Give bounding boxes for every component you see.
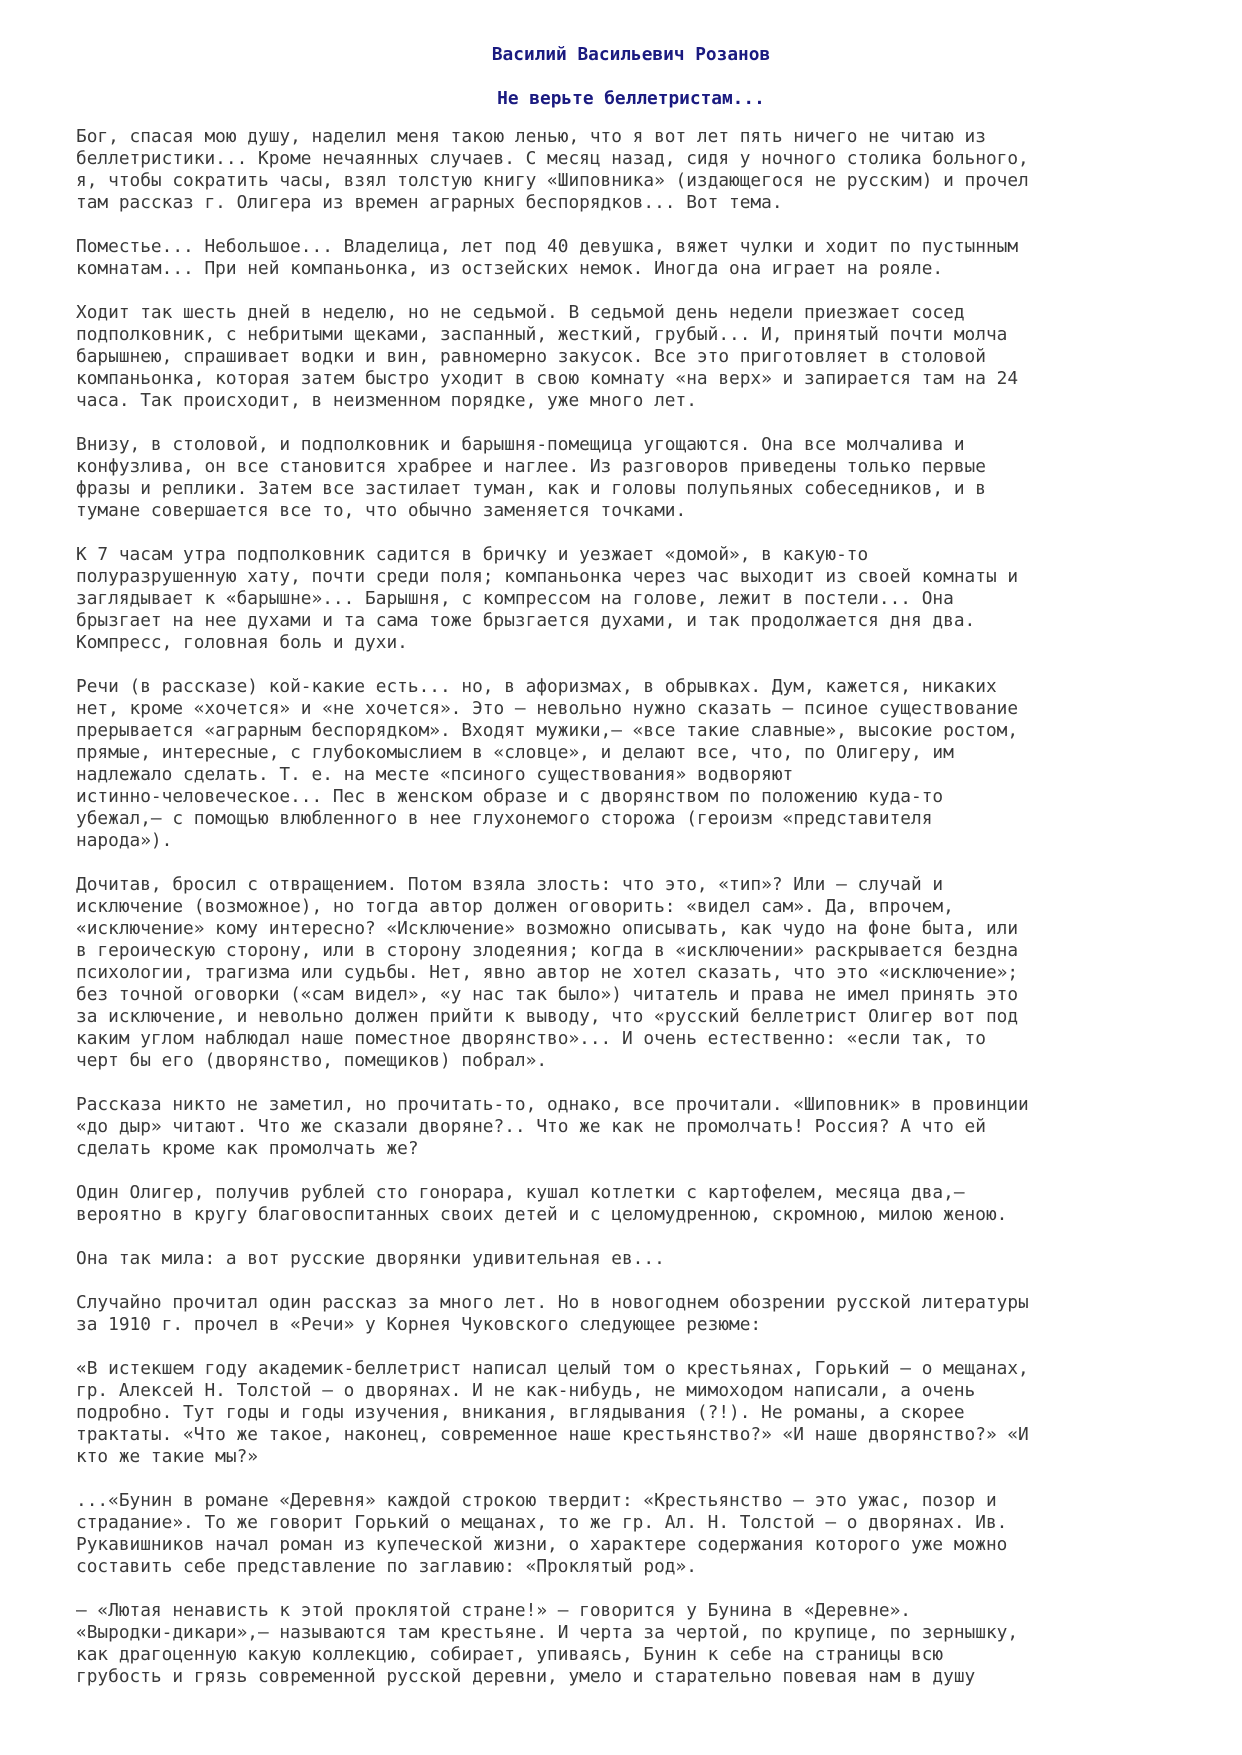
paragraph: Ходит так шесть дней в неделю, но не седьмой. В седьмой день недели приезжает сосед подполковник, с небритыми щеками, заспанный, жесткий, грубый... И, принятый почти молча барышнею, спрашивает водки и вин, равномерно закусок. Все это приготовляет в столовой компаньонка, которая затем быстро уходит в свою комнату «на верх» и запирается там на 24 часа. Так происходит, в неизменном порядке, уже много лет. [76,302,1019,411]
paragraph: — «Лютая ненависть к этой проклятой стране!» — говорится у Бунина в «Деревне». «Выродки-дикари»,— называются там крестьяне. И черта за чертой, по крупице, по зернышку, как драгоценную какую коллекцию, собирает, упиваясь, Бунин к себе на страницы всю грубость и грязь современной русской деревни, умело и старательно повевая нам в душу [76,1600,1019,1687]
paragraph: К 7 часам утра подполковник садится в бричку и уезжает «домой», в какую-то полуразрушенную хату, почти среди поля; компаньонка через час выходит из своей комнаты и заглядывает к «барышне»... Барышня, с компрессом на голове, лежит в постели... Она брызгает на нее духами и та сама тоже брызгается духами, и так продолжается дня два. Компресс, головная боль и духи. [76,544,1019,653]
author-name: Василий Васильевич Розанов [491,44,771,65]
document-page [76,44,1186,1710]
paragraph: Бог, спасая мою душу, наделил меня такою ленью, что я вот лет пять ничего не читаю из беллетристики... Кроме нечаянных случаев. С месяц назад, сидя у ночного столика больного, я, чтобы сократить часы, взял толстую книгу «Шиповника» (издающегося не русским) и прочел там рассказ г. Олигера из времен аграрных беспорядков... Вот тема. [76,126,1029,213]
paragraph: Рассказа никто не заметил, но прочитать-то, однако, все прочитали. «Шиповник» в провинции «до дыр» читают. Что же сказали дворяне?.. Что же как не промолчать! Россия? А что ей сделать кроме как промолчать же? [76,1094,1029,1159]
paragraph: Случайно прочитал один рассказ за много лет. Но в новогоднем обозрении русской литературы за 1910 г. прочел в «Речи» у Корнея Чуковского следующее резюме: [76,1292,1029,1335]
document-title: Не верьте беллетристам... [497,88,765,109]
paragraph: Поместье... Небольшое... Владелица, лет под 40 девушка, вяжет чулки и ходит по пустынным комнатам... При ней компаньонка, из остзейских немок. Иногда она играет на рояле. [76,236,1019,279]
paragraph: Один Олигер, получив рублей сто гонорара, кушал котлетки с картофелем, месяца два,— вероятно в кругу благовоспитанных своих детей и с целомудренною, скромною, милою женою. [76,1182,1008,1225]
paragraph: «В истекшем году академик-беллетрист написал целый том о крестьянах, Горький — о мещанах, гр. Алексей Н. Толстой — о дворянах. И не как-нибудь, не мимоходом написали, а очень подробно. Тут годы и годы изучения, вникания, вглядывания (?!). Не романы, а скорее трактаты. «Что же такое, наконец, современное наше крестьянство?» «И наше дворянство?» «И кто же такие мы?» [76,1358,1029,1467]
paragraph: ...«Бунин в романе «Деревня» каждой строкою твердит: «Крестьянство — это ужас, позор и страдание». То же говорит Горький о мещанах, то же гр. Ал. Н. Толстой — о дворянах. Ив. Рукавишников начал роман из купеческой жизни, о характере содержания которого уже можно составить себе представление по заглавию: «Проклятый род». [76,1490,1008,1577]
paragraph: Внизу, в столовой, и подполковник и барышня-помещица угощаются. Она все молчалива и конфузлива, он все становится храбрее и наглее. Из разговоров приведены только первые фразы и реплики. Затем все застилает туман, как и головы полупьяных собеседников, и в тумане совершается все то, что обычно заменяется точками. [76,434,986,521]
paragraph: Она так мила: а вот русские дворянки удивительная ев... [76,1248,665,1269]
paragraph: Речи (в рассказе) кой-какие есть... но, в афоризмах, в обрывках. Дум, кажется, никаких нет, кроме «хочется» и «не хочется». Это — невольно нужно сказать — псиное существование прерывается «аграрным беспорядком». Входят мужики,— «все такие славные», высокие ростом, прямые, интересные, с глубокомыслием в «словце», и делают все, что, по Олигеру, им надлежало сделать. Т. е. на месте «псиного существования» водворяют истинно-человеческое... Пес в женском образе и с дворянством по положению куда-то убежал,— с помощью влюбленного в нее глухонемого сторожа (героизм «представителя народа»). [76,676,1019,851]
paragraph: Дочитав, бросил с отвращением. Потом взяла злость: что это, «тип»? Или — случай и исключение (возможное), но тогда автор должен оговорить: «видел сам». Да, впрочем, «исключение» кому интересно? «Исключение» возможно описывать, как чудо на фоне быта, или в героическую сторону, или в сторону злодеяния; когда в «исключении» раскрывается бездна психологии, трагизма или судьбы. Нет, явно автор не хотел сказать, что это «исключение»; без точной оговорки («сам видел», «у нас так было») читатель и права не имел принять это за исключение, и невольно должен прийти к выводу, что «русский беллетрист Олигер вот под каким углом наблюдал наше поместное дворянство»... И очень естественно: «если так, то черт бы его (дворянство, помещиков) побрал». [76,874,1019,1071]
